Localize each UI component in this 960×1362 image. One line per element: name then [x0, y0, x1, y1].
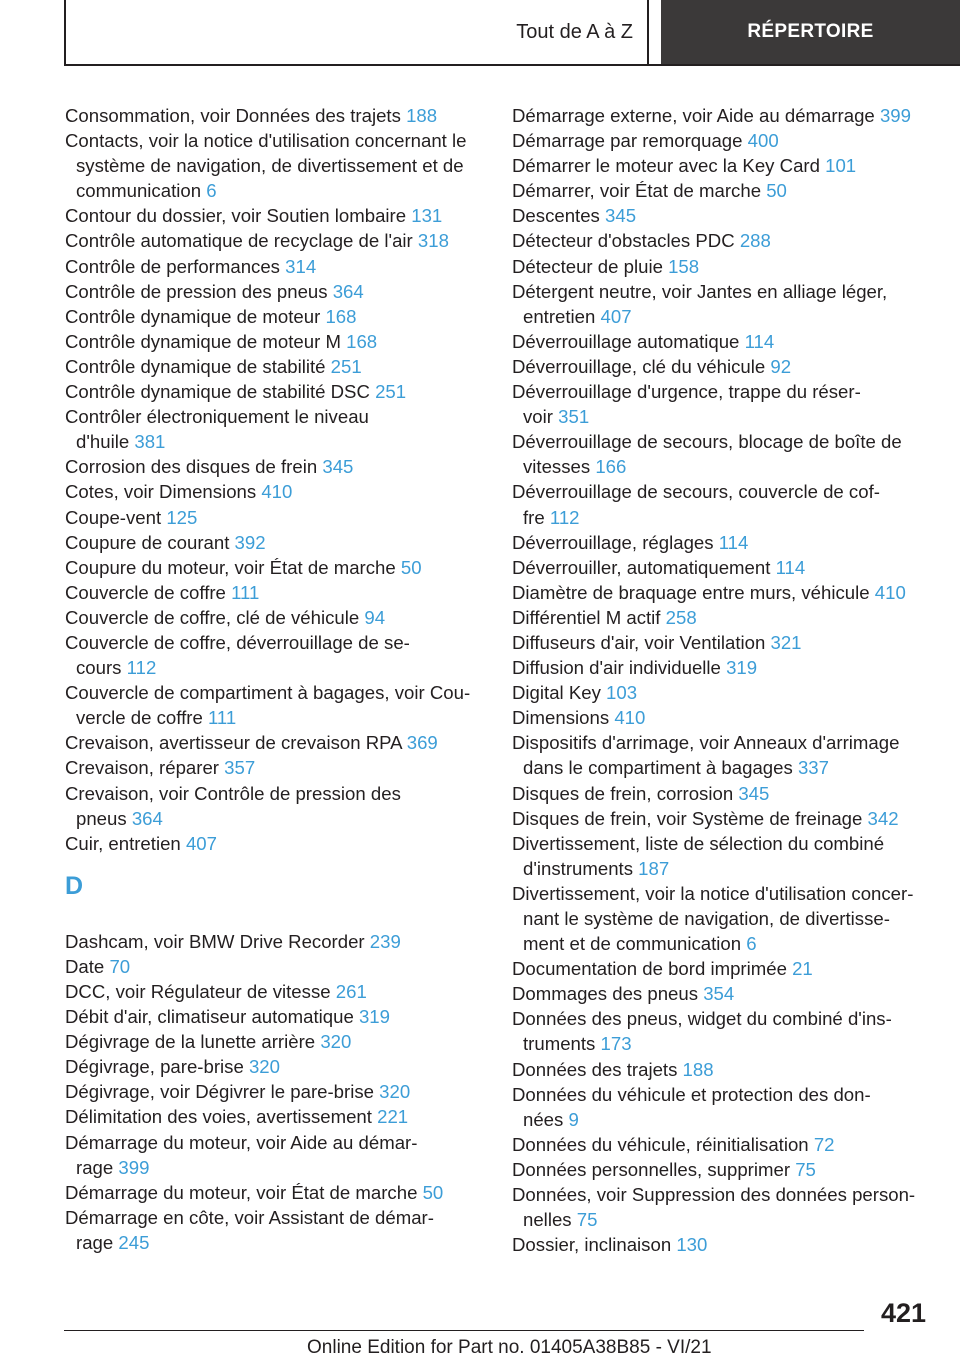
section-letter: D: [65, 871, 84, 900]
index-entry: [65, 379, 485, 404]
entry-text: Contrôle dynamique de stabilité DSC: [65, 381, 370, 403]
index-entry: [512, 705, 932, 730]
entry-text: Détecteur de pluie: [512, 255, 663, 277]
index-entry: [512, 128, 932, 153]
page-reference-link[interactable]: 114: [718, 531, 749, 553]
entry-text: Contrôle de pression des pneus: [65, 280, 328, 302]
entry-text: Dégivrage, voir Dégivrer le pare-brise: [65, 1081, 374, 1103]
entry-text: Dégivrage de la lunette arrière: [65, 1031, 316, 1053]
entry-text: Démarrer, voir État de marche: [512, 180, 762, 202]
page-reference-link[interactable]: 50: [400, 556, 422, 578]
index-entry: [65, 404, 485, 454]
entry-text: Déverrouillage de secours, blocage de boîte de: [512, 431, 902, 453]
page-reference-link[interactable]: 94: [364, 606, 386, 628]
page-number: 421: [880, 1298, 926, 1328]
page-reference-link[interactable]: 168: [325, 305, 357, 327]
entry-text: Déverrouillage, réglages: [512, 531, 714, 553]
index-entry: [65, 1104, 485, 1129]
page-reference-link[interactable]: 114: [744, 330, 775, 352]
page-header: [0, 0, 960, 66]
index-entry: [512, 605, 932, 630]
page-reference-link[interactable]: 342: [867, 807, 899, 829]
entry-text: Contrôler électroniquement le niveau: [65, 406, 369, 428]
index-entry: [65, 128, 485, 203]
page-reference-link[interactable]: 239: [369, 930, 401, 952]
page-reference-link[interactable]: 410: [614, 707, 646, 729]
index-entry: [512, 1157, 932, 1182]
entry-text: Crevaison, avertisseur de crevaison RPA: [65, 732, 402, 754]
entry-text: Démarrage en côte, voir Assistant de démar-: [65, 1206, 434, 1228]
index-entry: [65, 1079, 485, 1104]
page-reference-link[interactable]: 407: [600, 305, 632, 327]
index-entry: [65, 755, 485, 780]
entry-text: Dommages des pneus: [512, 983, 699, 1005]
index-entry: [512, 354, 932, 379]
index-entry: [512, 630, 932, 655]
entry-continuation: rage: [76, 1231, 114, 1253]
entry-text: Contacts, voir la notice d'utilisation concernant le: [65, 130, 467, 152]
entry-text: Date: [65, 955, 105, 977]
entry-text: Données personnelles, supprimer: [512, 1158, 791, 1180]
page-reference-link[interactable]: 101: [825, 155, 857, 177]
entry-continuation: entretien: [523, 305, 596, 327]
index-entry: [65, 954, 485, 979]
footer-edition-text: Online Edition for Part no. 01405A38B85 - VI/21: [307, 1337, 712, 1358]
page-reference-link[interactable]: 70: [109, 955, 131, 977]
page-reference-link[interactable]: 261: [335, 981, 367, 1002]
page-reference-link[interactable]: 166: [595, 456, 627, 478]
page-reference-link[interactable]: 369: [406, 732, 438, 754]
page-reference-link[interactable]: 319: [726, 657, 758, 679]
page-reference-link[interactable]: 9: [568, 1108, 579, 1130]
entry-continuation: système de navigation, de divertissement et de: [76, 155, 464, 177]
index-entry: [512, 555, 932, 580]
entry-text: Disques de frein, corrosion: [512, 782, 734, 804]
entry-continuation: fre: [523, 506, 545, 528]
index-entry: [65, 781, 485, 831]
page-reference-link[interactable]: 351: [558, 406, 590, 428]
page-reference-link[interactable]: 320: [320, 1031, 352, 1053]
page-reference-link[interactable]: 314: [285, 255, 317, 277]
entry-text: Démarrage du moteur, voir Aide au démar-: [65, 1131, 418, 1153]
page-reference-link[interactable]: 410: [261, 481, 293, 503]
entry-text: Déverrouillage d'urgence, trappe du réser-: [512, 381, 861, 403]
page-reference-link[interactable]: 6: [746, 933, 757, 955]
entry-text: Couvercle de coffre: [65, 581, 226, 603]
index-entry: [512, 981, 932, 1006]
entry-text: Contrôle automatique de recyclage de l'air: [65, 230, 413, 252]
index-entry: [512, 956, 932, 981]
page-reference-link[interactable]: 364: [131, 807, 163, 829]
index-entry: [512, 781, 932, 806]
entry-text: Descentes: [512, 205, 600, 227]
index-entry: [512, 429, 932, 479]
entry-text: Démarrage du moteur, voir État de marche: [65, 1181, 418, 1203]
entry-text: Cotes, voir Dimensions: [65, 481, 257, 503]
entry-text: Démarrer le moteur avec la Key Card: [512, 155, 820, 177]
index-entry: [512, 655, 932, 680]
entry-text: Crevaison, réparer: [65, 757, 219, 779]
index-entry: [512, 103, 932, 128]
page-reference-link[interactable]: 187: [638, 857, 670, 879]
entry-text: Dispositifs d'arrimage, voir Anneaux d'arrimage: [512, 732, 900, 754]
index-entry: [65, 1205, 485, 1255]
index-entry: [512, 379, 932, 429]
entry-text: Dashcam, voir BMW Drive Recorder: [65, 930, 365, 952]
page-reference-link[interactable]: 50: [422, 1181, 444, 1203]
index-entry: [65, 279, 485, 304]
entry-continuation: nant le système de navigation, de divertisse-: [523, 908, 890, 929]
entry-continuation: nées: [523, 1108, 564, 1130]
entry-continuation: dans le compartiment à bagages: [523, 757, 793, 779]
entry-text: Dossier, inclinaison: [512, 1234, 672, 1256]
index-entry: [65, 630, 485, 680]
entry-continuation: communication: [76, 180, 202, 202]
index-entry: [512, 1132, 932, 1157]
entry-text: Corrosion des disques de frein: [65, 456, 318, 478]
index-entry: [512, 1182, 932, 1232]
index-entry: [512, 228, 932, 253]
index-entry: [512, 1082, 932, 1132]
entry-text: Disques de frein, voir Système de freinage: [512, 807, 863, 829]
entry-continuation: truments: [523, 1033, 596, 1055]
page-reference-link[interactable]: 345: [322, 456, 354, 478]
page-reference-link[interactable]: 399: [118, 1156, 150, 1178]
index-entry: [65, 580, 485, 605]
page-reference-link[interactable]: 114: [775, 556, 806, 578]
page-reference-link[interactable]: 21: [792, 958, 813, 980]
tab-tout-de-a-a-z[interactable]: Tout de A à Z: [64, 0, 649, 64]
index-entry: [512, 279, 932, 329]
footer-rule: [64, 1330, 864, 1331]
index-entry: [65, 203, 485, 228]
entry-text: DCC, voir Régulateur de vitesse: [65, 981, 331, 1002]
entry-text: Déverrouillage de secours, couvercle de cof-: [512, 481, 880, 503]
page-reference-link[interactable]: 320: [248, 1056, 280, 1078]
page-reference-link[interactable]: 221: [377, 1106, 409, 1128]
page-reference-link[interactable]: 112: [126, 657, 157, 679]
entry-text: Débit d'air, climatiseur automatique: [65, 1006, 354, 1028]
page-reference-link[interactable]: 345: [605, 205, 637, 227]
entry-continuation: vercle de coffre: [76, 707, 203, 729]
index-entry: [65, 530, 485, 555]
entry-text: Coupe-vent: [65, 506, 162, 528]
page-reference-link[interactable]: 111: [207, 707, 237, 729]
entry-continuation: voir: [523, 406, 553, 428]
index-entry: [65, 605, 485, 630]
index-entry: [65, 555, 485, 580]
entry-text: Délimitation des voies, avertissement: [65, 1106, 372, 1128]
page-reference-link[interactable]: 112: [549, 506, 580, 528]
page-reference-link[interactable]: 251: [330, 355, 362, 377]
entry-text: Divertissement, voir la notice d'utilisation concer-: [512, 882, 914, 904]
index-entry: [512, 680, 932, 705]
page-reference-link[interactable]: 407: [185, 832, 217, 854]
page-reference-link[interactable]: 131: [411, 205, 443, 227]
index-entry: [65, 680, 485, 730]
index-entry: [512, 203, 932, 228]
entry-text: Divertissement, liste de sélection du combiné: [512, 832, 885, 854]
page-reference-link[interactable]: 75: [795, 1158, 816, 1180]
page-reference-link[interactable]: 251: [375, 381, 407, 403]
index-entry: [512, 178, 932, 203]
index-column-left: [65, 103, 485, 1255]
page-reference-link[interactable]: 258: [665, 606, 697, 628]
index-entry: [65, 979, 485, 1004]
page-reference-link[interactable]: 319: [358, 1006, 390, 1028]
entry-text: Diamètre de braquage entre murs, véhicule: [512, 581, 870, 603]
page-reference-link[interactable]: 103: [606, 682, 638, 704]
page-reference-link[interactable]: 320: [379, 1081, 411, 1103]
entry-text: Démarrage externe, voir Aide au démarrage: [512, 105, 875, 126]
index-entry: [65, 1029, 485, 1054]
page-reference-link[interactable]: 75: [576, 1209, 598, 1231]
page-reference-link[interactable]: 50: [766, 180, 787, 202]
entry-continuation: pneus: [76, 807, 127, 829]
entry-text: Détergent neutre, voir Jantes en alliage léger,: [512, 280, 888, 302]
entry-text: Documentation de bord imprimée: [512, 958, 787, 980]
entry-text: Contour du dossier, voir Soutien lombaire: [65, 205, 407, 227]
entry-continuation: d'instruments: [523, 857, 633, 879]
page-reference-link[interactable]: 6: [206, 180, 217, 202]
index-entry: [512, 580, 932, 605]
entry-text: Coupure de courant: [65, 531, 230, 553]
index-entry: [512, 479, 932, 529]
header-rule: [64, 64, 960, 66]
entry-text: Données des pneus, widget du combiné d'ins-: [512, 1008, 892, 1030]
index-entry: [65, 1130, 485, 1180]
page-reference-link[interactable]: 168: [346, 330, 378, 352]
index-entry: [512, 1232, 932, 1257]
entry-text: Dimensions: [512, 707, 610, 729]
entry-text: Déverrouillage automatique: [512, 330, 740, 352]
entry-text: Crevaison, voir Contrôle de pression des: [65, 782, 401, 804]
page-reference-link[interactable]: 399: [879, 105, 911, 126]
index-entry: [65, 730, 485, 755]
index-entry: [65, 228, 485, 253]
page-reference-link[interactable]: 92: [770, 355, 792, 377]
entry-text: Données, voir Suppression des données person-: [512, 1184, 916, 1206]
entry-continuation: cours: [76, 657, 122, 679]
page-reference-link[interactable]: 245: [118, 1231, 150, 1253]
index-entry: [65, 1054, 485, 1079]
index-entry: [512, 881, 932, 956]
page-reference-link[interactable]: 410: [874, 581, 906, 603]
entry-text: Coupure du moteur, voir État de marche: [65, 556, 396, 578]
page-reference-link[interactable]: 173: [600, 1033, 632, 1055]
page-reference-link[interactable]: 337: [797, 757, 829, 779]
entry-text: Diffusion d'air individuelle: [512, 657, 721, 679]
index-column-right: [512, 103, 932, 1257]
entry-text: Contrôle dynamique de moteur M: [65, 330, 341, 352]
page-reference-link[interactable]: 400: [747, 130, 779, 152]
entry-text: Dégivrage, pare-brise: [65, 1056, 244, 1078]
entry-continuation: rage: [76, 1156, 114, 1178]
entry-text: Diffuseurs d'air, voir Ventilation: [512, 631, 766, 653]
entry-continuation: ment et de communication: [523, 933, 742, 955]
index-entry: [65, 329, 485, 354]
page-reference-link[interactable]: 321: [770, 631, 802, 653]
index-entry: [512, 1006, 932, 1056]
index-entry: [65, 1004, 485, 1029]
entry-continuation: nelles: [523, 1209, 572, 1231]
page-reference-link[interactable]: 345: [738, 782, 770, 804]
index-entry: [512, 254, 932, 279]
entry-text: Données du véhicule, réinitialisation: [512, 1133, 809, 1155]
entry-text: Digital Key: [512, 682, 601, 704]
index-entry: [512, 530, 932, 555]
entry-text: Déverrouiller, automatiquement: [512, 556, 771, 578]
page-reference-link[interactable]: 125: [166, 506, 198, 528]
index-entry: [65, 1180, 485, 1205]
page-reference-link[interactable]: 288: [739, 230, 771, 252]
entry-text: Contrôle dynamique de stabilité: [65, 355, 326, 377]
index-entry: [65, 831, 485, 856]
page-reference-link[interactable]: 318: [417, 230, 449, 252]
page-reference-link[interactable]: 188: [406, 105, 438, 126]
page-reference-link[interactable]: 158: [668, 255, 700, 277]
entry-text: Contrôle dynamique de moteur: [65, 305, 321, 327]
entry-text: Consommation, voir Données des trajets: [65, 105, 401, 126]
index-entry: [512, 806, 932, 831]
page-reference-link[interactable]: 111: [231, 581, 260, 603]
index-entry: [512, 1057, 932, 1082]
index-entry: [65, 505, 485, 530]
index-entry: [65, 454, 485, 479]
index-entry: [65, 254, 485, 279]
index-entry: [65, 354, 485, 379]
index-entry: [512, 153, 932, 178]
index-entry: [65, 479, 485, 504]
page-reference-link[interactable]: 392: [234, 531, 266, 553]
index-entry: [65, 929, 485, 954]
page-reference-link[interactable]: 188: [682, 1058, 714, 1080]
entry-text: Déverrouillage, clé du véhicule: [512, 355, 766, 377]
page-reference-link[interactable]: 381: [134, 431, 166, 453]
index-entry: [512, 329, 932, 354]
entry-text: Démarrage par remorquage: [512, 130, 743, 152]
index-entry: [65, 304, 485, 329]
tab-repertoire[interactable]: RÉPERTOIRE: [661, 0, 960, 64]
page-reference-link[interactable]: 130: [676, 1234, 708, 1256]
entry-text: Couvercle de compartiment à bagages, voir Cou-: [65, 682, 471, 704]
page-reference-link[interactable]: 357: [224, 757, 256, 779]
page-reference-link[interactable]: 72: [813, 1133, 835, 1155]
index-entry: [65, 103, 485, 128]
page-reference-link[interactable]: 354: [703, 983, 735, 1005]
entry-text: Données du véhicule et protection des don-: [512, 1083, 871, 1105]
entry-text: Données des trajets: [512, 1058, 678, 1080]
entry-text: Couvercle de coffre, clé de véhicule: [65, 606, 360, 628]
entry-text: Détecteur d'obstacles PDC: [512, 230, 735, 252]
entry-continuation: d'huile: [76, 431, 130, 453]
entry-text: Cuir, entretien: [65, 832, 181, 854]
entry-text: Contrôle de performances: [65, 255, 280, 277]
entry-continuation: vitesses: [523, 456, 591, 478]
page-reference-link[interactable]: 364: [332, 280, 364, 302]
index-entry: [512, 730, 932, 780]
index-entry: [512, 831, 932, 881]
entry-text: Différentiel M actif: [512, 606, 661, 628]
entry-text: Couvercle de coffre, déverrouillage de se-: [65, 631, 410, 653]
